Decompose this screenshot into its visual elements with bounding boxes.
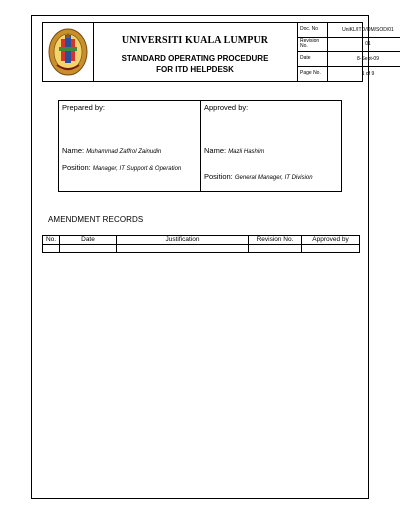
- document-header: [42, 22, 394, 82]
- col-revision-no: Revision No.: [249, 236, 302, 245]
- approved-position-value: General Manager, IT Division: [234, 175, 313, 181]
- amendment-title: AMENDMENT RECORDS: [48, 215, 144, 224]
- logo-cell: [43, 23, 94, 81]
- prepared-name: [62, 146, 161, 155]
- approved-column: [201, 101, 341, 191]
- table-cell: [302, 245, 360, 253]
- meta-value: 8-Sept-09: [357, 55, 379, 62]
- amendment-header-row: [43, 236, 360, 245]
- table-row: [43, 245, 360, 253]
- meta-row-doc-no: [297, 23, 400, 38]
- amendment-table: [42, 235, 360, 253]
- prepared-position: [62, 164, 196, 173]
- col-justification: Justification: [117, 236, 249, 245]
- title-cell: [93, 23, 298, 81]
- approved-name: [204, 146, 264, 155]
- table-cell: [117, 245, 249, 253]
- name-label: Name:: [62, 146, 85, 155]
- prepared-name-value: Muhammad Zaffrol Zainudin: [86, 149, 162, 155]
- meta-row-revision: [297, 38, 400, 53]
- sop-title: [93, 53, 297, 75]
- meta-key: Date: [297, 52, 328, 66]
- table-cell: [60, 245, 117, 253]
- meta-key: Page No.: [297, 67, 328, 82]
- col-no: No.: [43, 236, 60, 245]
- document-meta: [297, 23, 394, 81]
- col-approved-by: Approved by: [302, 236, 360, 245]
- signature-box: [58, 100, 342, 192]
- meta-key: Doc. No: [297, 23, 328, 37]
- prepared-column: [59, 101, 201, 191]
- meta-value: 01: [365, 41, 371, 48]
- meta-value: 1 of 9: [361, 70, 375, 77]
- position-label: Position:: [62, 163, 91, 172]
- sop-title-line2: FOR ITD HELPDESK: [156, 65, 234, 74]
- meta-row-page: [297, 67, 400, 82]
- prepared-position-value: Manager, IT Support & Operation: [92, 166, 182, 172]
- approved-name-value: Mazli Hashim: [228, 149, 265, 155]
- prepared-label: Prepared by:: [62, 103, 105, 112]
- university-crest-icon: [47, 27, 89, 77]
- col-date: Date: [60, 236, 117, 245]
- university-name: UNIVERSITI KUALA LUMPUR: [121, 35, 269, 46]
- table-cell: [43, 245, 60, 253]
- meta-value: UniKL/ITD/OM/SOD/01: [342, 26, 394, 33]
- page-border: [31, 15, 369, 499]
- approved-position: [204, 173, 338, 182]
- meta-key: Revision No.: [297, 38, 328, 52]
- table-cell: [249, 245, 302, 253]
- position-label: Position:: [204, 172, 233, 181]
- name-label: Name:: [204, 146, 227, 155]
- approved-label: Approved by:: [204, 103, 249, 112]
- sop-title-line1: STANDARD OPERATING PROCEDURE: [121, 54, 269, 63]
- meta-row-date: [297, 52, 400, 67]
